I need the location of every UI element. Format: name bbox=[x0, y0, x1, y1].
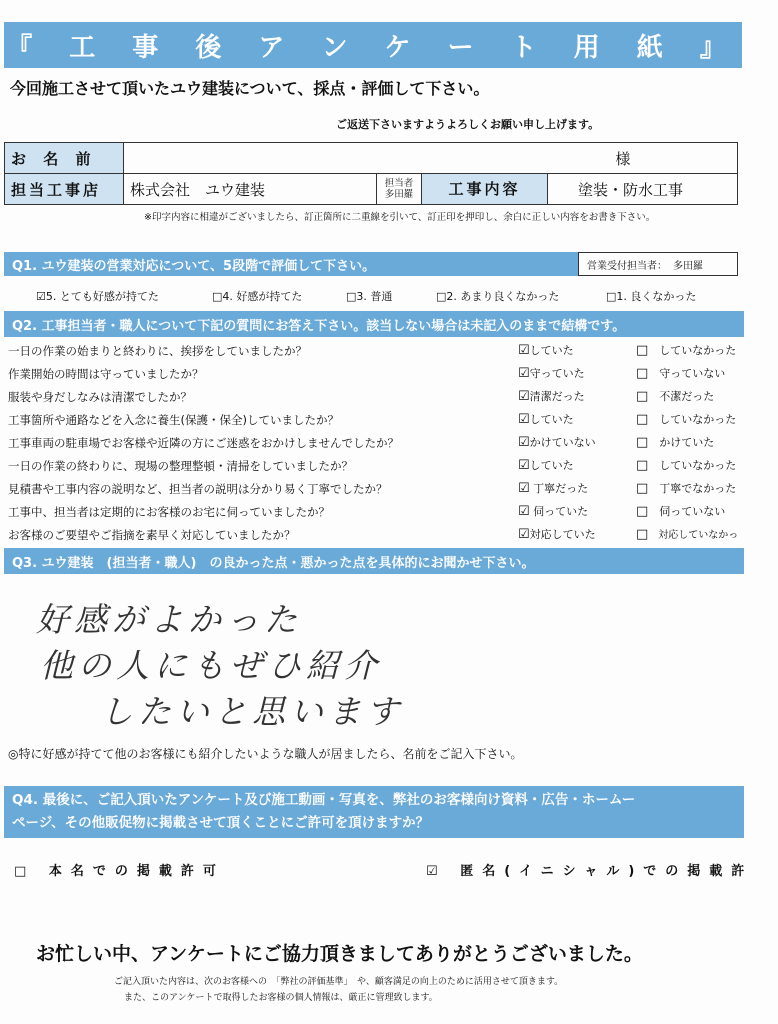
q1-option-1[interactable]: □1. 良くなかった bbox=[606, 290, 697, 303]
checked-box-icon: ☑ bbox=[518, 458, 530, 473]
special-staff-note: ◎特に好感が持てて他のお客様にも紹介したいような職人が居ましたら、名前をご記入下さい。 bbox=[8, 747, 523, 761]
empty-box-icon: □ bbox=[636, 343, 649, 358]
name-label: お 名 前 bbox=[5, 143, 124, 174]
return-note: ご返送下さいますようよろしくお願い申し上げます。 bbox=[336, 118, 600, 131]
checked-box-icon: ☑ bbox=[518, 389, 530, 404]
sales-name: 多田羅 bbox=[673, 260, 703, 272]
intro-text: 今回施工させて頂いたユウ建装について、採点・評価して下さい。 bbox=[10, 79, 490, 98]
checked-box-icon: ☑ bbox=[518, 435, 530, 450]
q2-no-option[interactable]: □ していなかった bbox=[636, 458, 737, 473]
tanto-label: 担当者 bbox=[384, 178, 414, 189]
q2-question: 工事車両の駐車場でお客様や近隣の方にご迷惑をおかけしませんでしたか？ bbox=[8, 436, 399, 450]
checked-box-icon: ☑ bbox=[518, 366, 530, 381]
q2-question: 一日の作業の始まりと終わりに、挨拶をしていましたか？ bbox=[8, 344, 307, 358]
work-label: 工事内容 bbox=[421, 174, 547, 204]
q2-no-option[interactable]: □ していなかった bbox=[636, 343, 737, 358]
q2-yes-option[interactable]: ☑していた bbox=[518, 458, 574, 473]
q4-line2: ページ、その他販促物に掲載させて頂くことにご許可を頂けますか？ bbox=[12, 815, 430, 831]
q2-yes-option[interactable]: ☑清潔だった bbox=[518, 389, 585, 404]
sales-label: 営業受付担当者： bbox=[587, 260, 667, 272]
q2-yes-option[interactable]: ☑守っていた bbox=[518, 366, 585, 381]
q2-question: 工事中、担当者は定期的にお客様のお宅に伺っていましたか？ bbox=[8, 505, 330, 519]
checked-box-icon: ☑ bbox=[518, 343, 530, 358]
q1-option-3[interactable]: □3. 普通 bbox=[346, 290, 393, 303]
form-title: 『 工 事 後 ア ン ケ ー ト 用 紙 』 bbox=[4, 22, 742, 68]
empty-box-icon: □ bbox=[636, 527, 649, 542]
q2-yes-option[interactable]: ☑かけていない bbox=[518, 435, 596, 450]
q2-question: 服装や身だしなみは清潔でしたか？ bbox=[8, 390, 192, 404]
checked-box-icon: ☑ bbox=[518, 504, 530, 519]
q2-no-option[interactable]: □ していなかった bbox=[636, 412, 737, 427]
q2-yes-option[interactable]: ☑ 丁寧だった bbox=[518, 481, 589, 496]
tanto-name: 多田羅 bbox=[384, 189, 414, 200]
empty-box-icon: □ bbox=[14, 864, 36, 879]
q2-header: Q2. 工事担当者・職人について下記の質問にお答え下さい。該当しない場合は未記入のままで結構です。 bbox=[4, 311, 744, 337]
q1-option-5[interactable]: ☑5. とても好感が持てた bbox=[36, 290, 159, 303]
empty-box-icon: □ bbox=[636, 412, 649, 427]
handwritten-comment-line: したいと思います bbox=[100, 692, 404, 731]
company-value: 株式会社 ユウ建装 bbox=[124, 174, 377, 205]
footer-usage-note: ご記入頂いた内容は、次のお客様への 「弊社の評価基準」 や、顧客満足の向上のために活用させて頂きます。 bbox=[114, 977, 564, 987]
empty-box-icon: □ bbox=[636, 366, 649, 381]
empty-box-icon: □ bbox=[636, 458, 649, 473]
q2-yes-option[interactable]: ☑していた bbox=[518, 412, 574, 427]
q2-no-option[interactable]: □ 伺っていない bbox=[636, 504, 726, 519]
empty-box-icon: □ bbox=[636, 435, 649, 450]
q2-no-option[interactable]: □ 対応していなかっ bbox=[636, 527, 739, 542]
q3-header: Q3. ユウ建装 (担当者・職人) の良かった点・悪かった点を具体的にお聞かせ下さい。 bbox=[4, 548, 744, 574]
company-label: 担当工事店 bbox=[5, 174, 124, 205]
checked-box-icon: ☑ bbox=[518, 481, 530, 496]
sales-staff-box bbox=[578, 252, 738, 276]
footer-privacy-note: また、このアンケートで取得したお客様の個人情報は、厳正に管理致します。 bbox=[124, 993, 438, 1003]
q1-option-4[interactable]: □4. 好感が持てた bbox=[212, 290, 303, 303]
q1-header: Q1. ユウ建装の営業対応について、5段階で評価して下さい。 bbox=[4, 252, 578, 276]
empty-box-icon: □ bbox=[636, 389, 649, 404]
work-value: 塗装・防水工事 bbox=[548, 174, 738, 205]
checked-box-icon: ☑ bbox=[518, 412, 530, 427]
q2-question: 見積書や工事内容の説明など、担当者の説明は分かり易く丁寧でしたか？ bbox=[8, 482, 388, 496]
q2-question: お客様のご要望やご指摘を素早く対応していましたか？ bbox=[8, 528, 296, 542]
q4-header bbox=[4, 786, 744, 838]
checked-box-icon: ☑ bbox=[426, 864, 447, 879]
q2-no-option[interactable]: □ 守っていない bbox=[636, 366, 726, 381]
q2-question: 作業開始の時間は守っていましたか？ bbox=[8, 367, 204, 381]
q4-line1: Q4. 最後に、ご記入頂いたアンケート及び施工動画・写真を、弊社のお客様向け資料・広告・ホームー bbox=[12, 792, 636, 808]
q2-question: 一日の作業の終わりに、現場の整理整頓・清掃をしていましたか？ bbox=[8, 459, 353, 473]
empty-box-icon: □ bbox=[636, 504, 649, 519]
empty-box-icon: □ bbox=[636, 481, 649, 496]
handwritten-comment-line: 他の人にもぜひ紹介 bbox=[40, 646, 382, 685]
q2-no-option[interactable]: □ 不潔だった bbox=[636, 389, 715, 404]
handwritten-comment-line: 好感がよかった bbox=[36, 600, 302, 639]
customer-info-table bbox=[4, 142, 738, 205]
q2-question: 工事箇所や通路などを入念に養生(保護・保全)していましたか？ bbox=[8, 413, 339, 427]
q2-yes-option[interactable]: ☑対応していた bbox=[518, 527, 596, 542]
correction-note: ※印字内容に相違がございましたら、訂正箇所に二重線を引いて、訂正印を押印し、余白に正しい内容をお書き下さい。 bbox=[144, 212, 656, 223]
thanks-message: お忙しい中、アンケートにご協力頂きましてありがとうございました。 bbox=[36, 943, 643, 965]
initial-option[interactable]: ☑ 匿名(イニシャル)での掲載許 bbox=[426, 864, 754, 879]
q1-option-2[interactable]: □2. あまり良くなかった bbox=[436, 290, 560, 303]
real-name-option[interactable]: □ 本名での掲載許可 bbox=[14, 864, 225, 879]
q2-yes-option[interactable]: ☑ 伺っていた bbox=[518, 504, 589, 519]
q2-no-option[interactable]: □ かけていた bbox=[636, 435, 715, 450]
name-suffix: 様 bbox=[615, 149, 631, 168]
q2-no-option[interactable]: □ 丁寧でなかった bbox=[636, 481, 737, 496]
checked-box-icon: ☑ bbox=[518, 527, 530, 542]
q2-yes-option[interactable]: ☑していた bbox=[518, 343, 574, 358]
